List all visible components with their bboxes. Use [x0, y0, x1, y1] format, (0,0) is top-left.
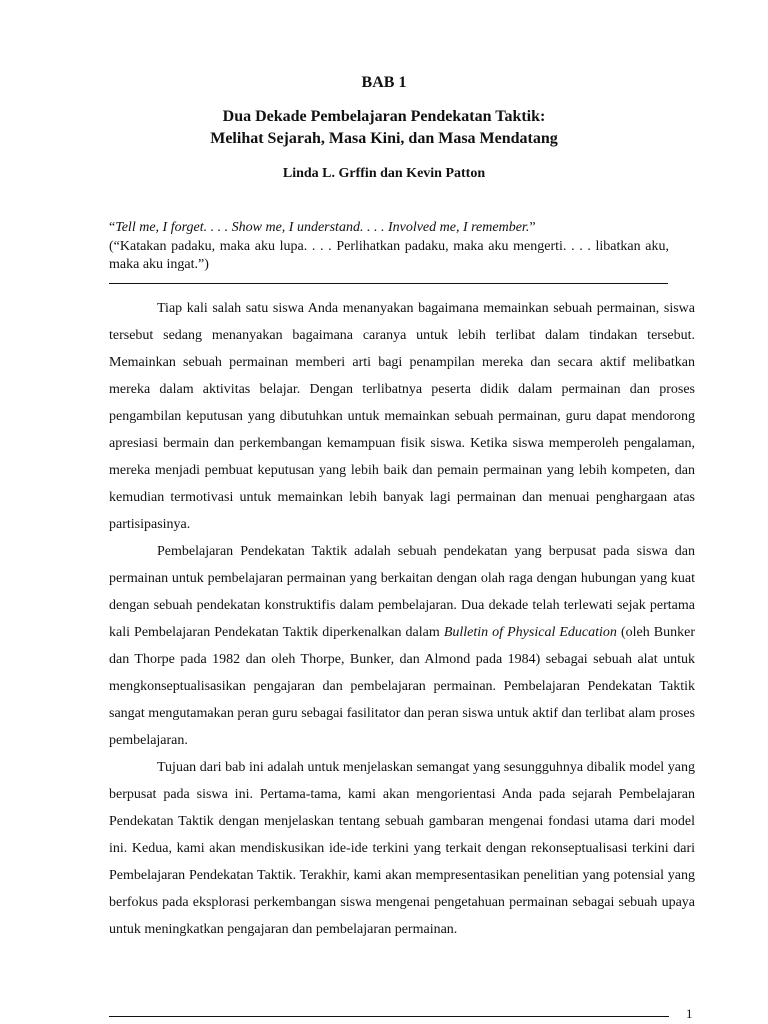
open-quote: “: [109, 220, 116, 235]
chapter-title-line-1: Dua Dekade Pembelajaran Pendekatan Taktik:: [222, 108, 546, 125]
footer-divider: [109, 1016, 669, 1017]
body-text: [109, 295, 695, 943]
epigraph-english-text: Tell me, I forget. . . . Show me, I understand. . . . Involved me, I remember.: [115, 220, 530, 235]
chapter-title-line-2: Melihat Sejarah, Masa Kini, dan Masa Mendatang: [210, 130, 558, 147]
epigraph-english: [109, 219, 669, 237]
paragraph-2: [109, 538, 695, 754]
paragraph-2-text-b: (oleh Bunker dan Thorpe pada 1982 dan oleh Thorpe, Bunker, dan Almond pada 1984) sebagai sebuah alat untuk mengkonseptualisasikan pengajaran dan pembelajaran permainan. Pembelajaran Pendekatan Taktik sangat mengutamakan peran guru sebagai fasilitator dan peran siswa untuk aktif dan terlibat alam proses pembelajaran.: [109, 625, 695, 748]
epigraph-indonesian: (“Katakan padaku, maka aku lupa. . . . Perlihatkan padaku, maka aku mengerti. . . . libatkan aku, maka aku ingat.”): [109, 239, 669, 272]
paragraph-3: Tujuan dari bab ini adalah untuk menjelaskan semangat yang sesungguhnya dibalik model yang berpusat pada siswa ini. Pertama-tama, kami akan mengorientasi Anda pada sejarah Pembelajaran Pendekatan Taktik dengan menjelaskan tentang sebuah gambaran mengenai fondasi utama dari model ini. Kedua, kami akan mendiskusikan ide-ide terkini yang terkait dengan rekonseptualisasi terkini dari Pembelajaran Pendekatan Taktik. Terakhir, kami akan mempresentasikan penelitian yang potensial yang berfokus pada eksplorasi perkembangan siswa mengenai pengetahuan permainan sebagai sebuah upaya untuk meningkatkan pengajaran dan pembelajaran permainan.: [109, 760, 695, 937]
paragraph-2-text-a: Pembelajaran Pendekatan Taktik adalah sebuah pendekatan yang berpusat pada siswa dan permainan untuk pembelajaran permainan yang berkaitan dengan olah raga dengan hubungan yang kuat dengan sebuah pendekatan konstruktifis dalam pembelajaran. Dua dekade telah terlewati sejak pertama kali Pembelajaran Pendekatan Taktik diperkenalkan dalam: [109, 544, 695, 640]
close-quote: ”: [529, 220, 536, 235]
epigraph-divider: [109, 283, 668, 284]
page-number: 1: [686, 1006, 693, 1021]
paragraph-1: Tiap kali salah satu siswa Anda menanyakan bagaimana memainkan sebuah permainan, siswa tersebut sedang menanyakan bagaimana caranya untuk lebih terlibat dalam tindakan tersebut. Memainkan sebuah permainan memberi arti bagi penampilan mereka dan secara aktif melibatkan mereka dalam aktivitas belajar. Dengan terlibatnya peserta didik dalam permainan dan proses pengambilan keputusan yang dibutuhkan untuk memainkan sebuah permainan, guru dapat mendorong apresiasi bermain dan perkembangan kemampuan fisik siswa. Ketika siswa memperoleh pengalaman, mereka menjadi pembuat keputusan yang lebih baik dan pemain permainan yang lebih kompeten, dan kemudian termotivasi untuk memainkan lebih banyak lagi permainan dan menuai penghargaan atas partisipasinya.: [109, 301, 695, 532]
chapter-heading: BAB 1: [361, 74, 407, 91]
journal-title: Bulletin of Physical Education: [443, 625, 617, 640]
authors: Linda L. Grffin dan Kevin Patton: [282, 166, 486, 181]
chapter-title: [0, 106, 768, 150]
